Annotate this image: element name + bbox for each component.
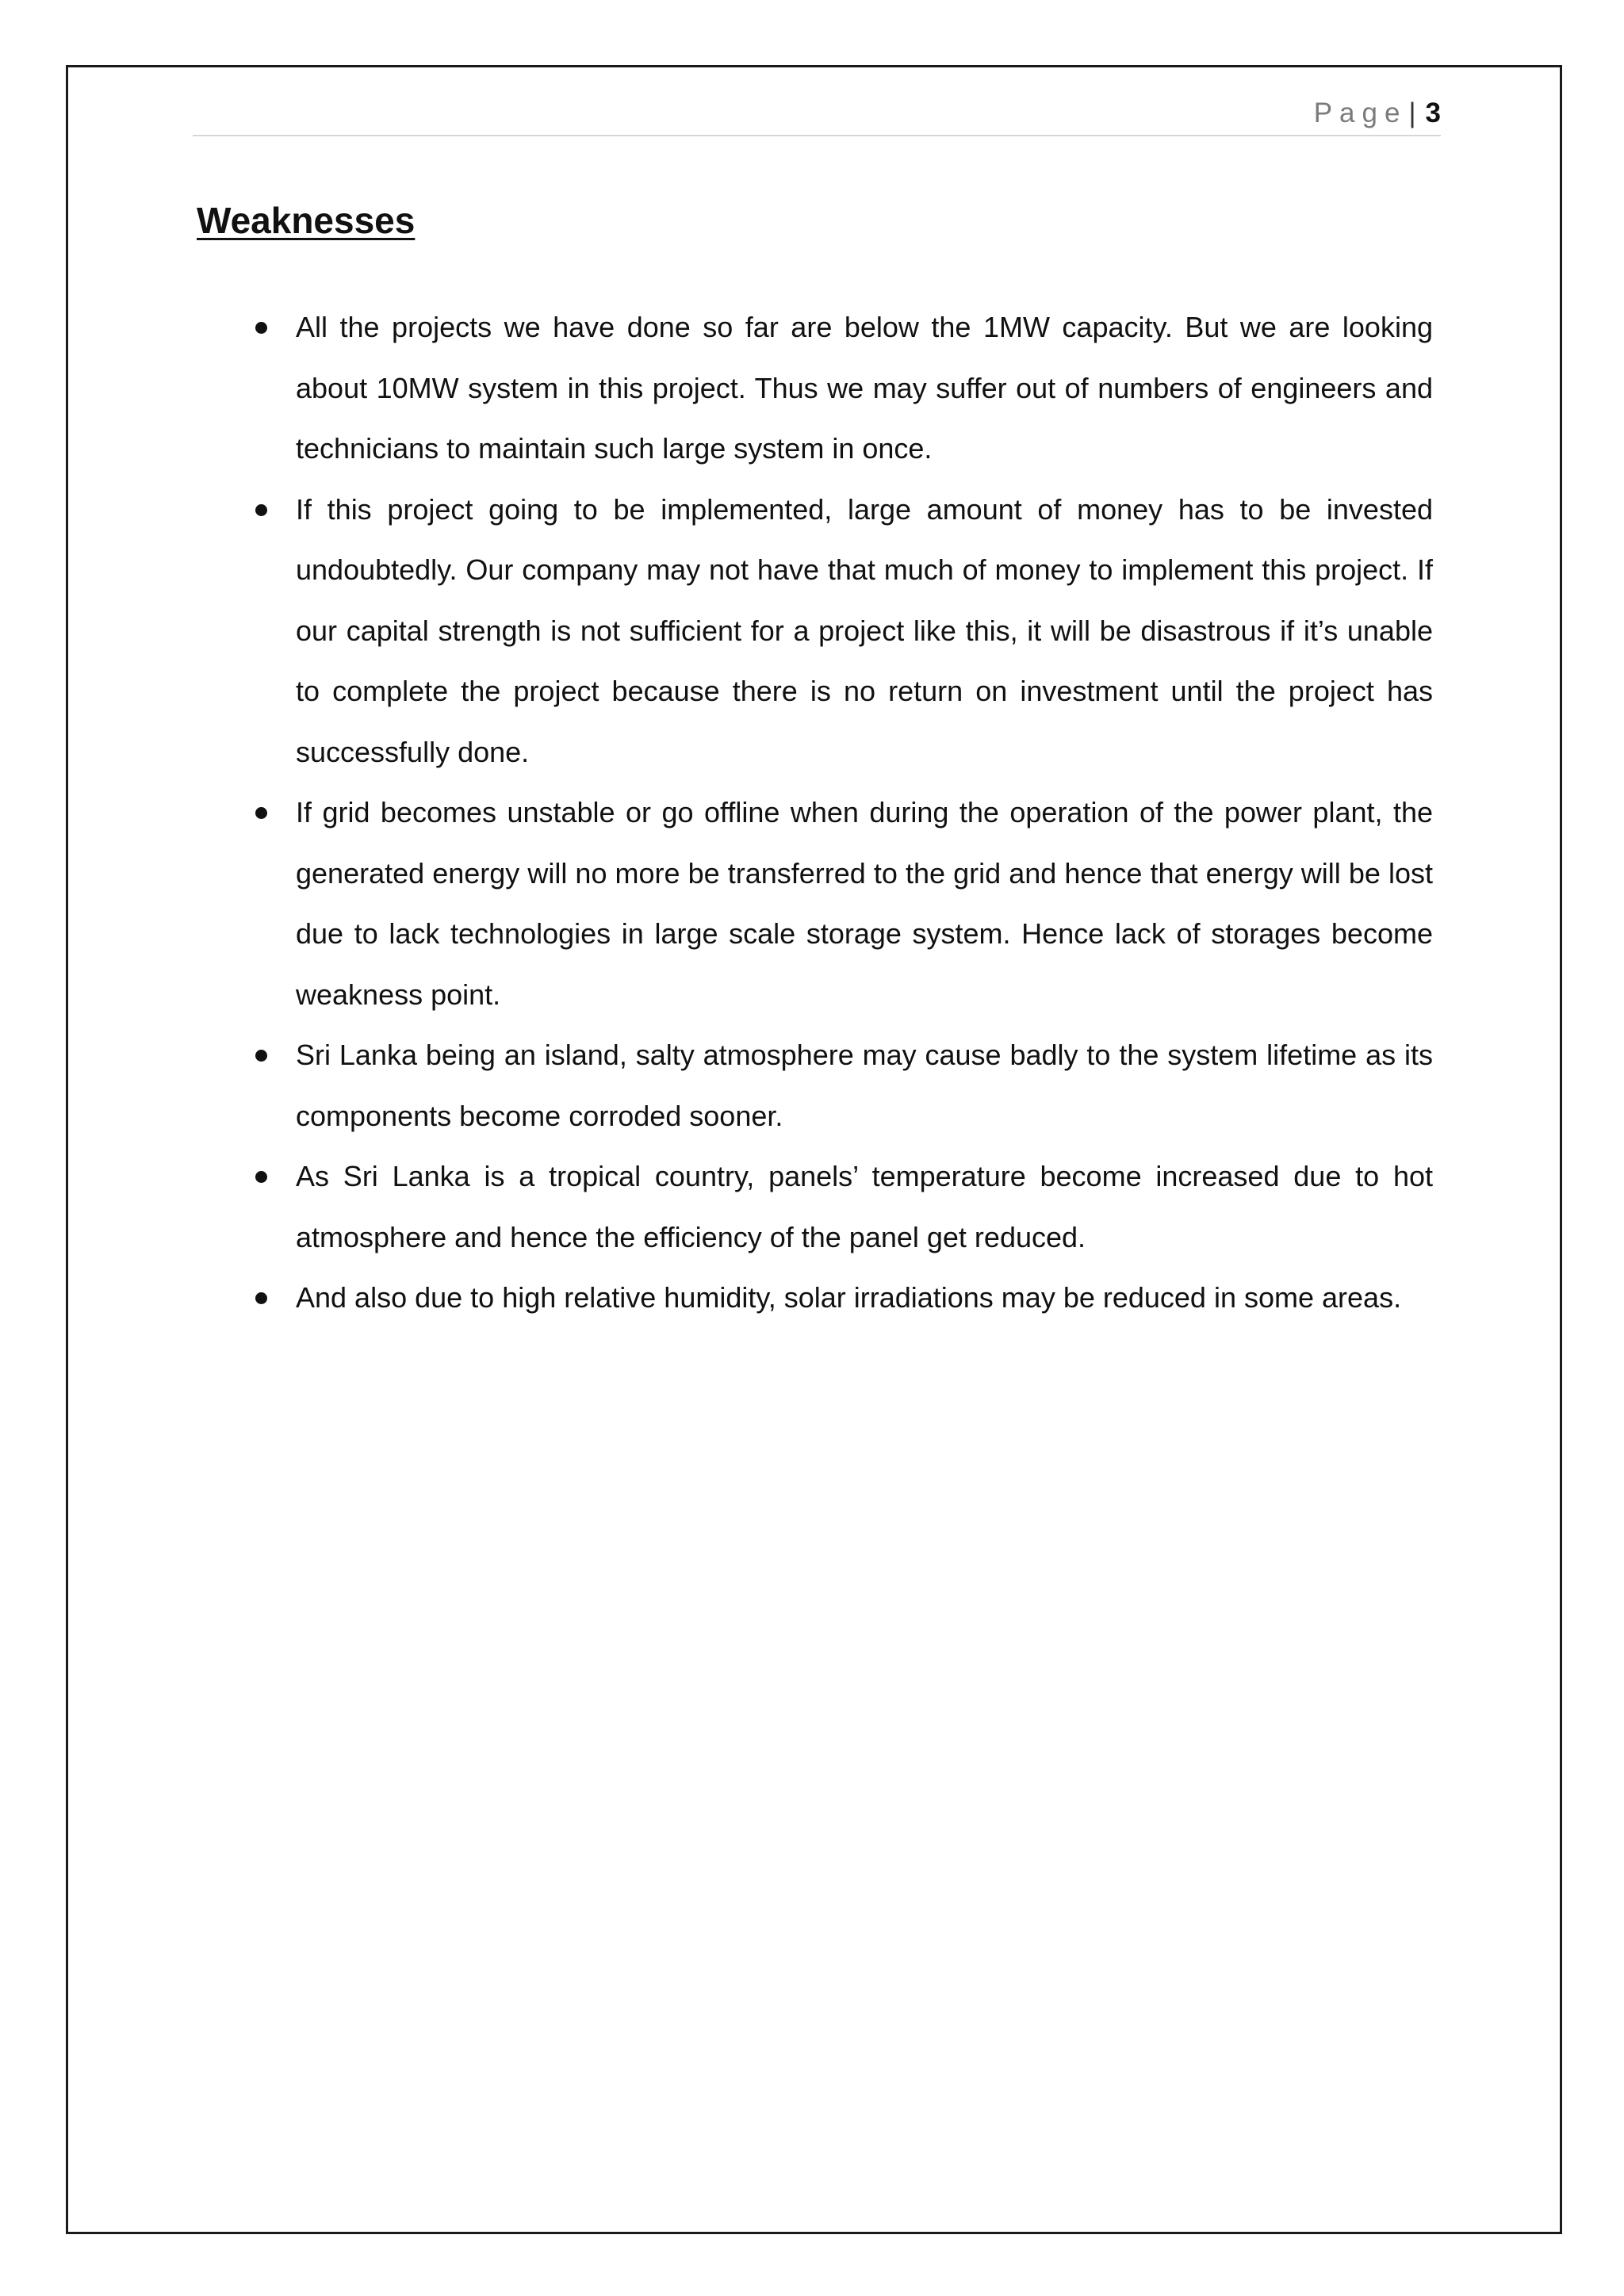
list-item: [296, 1268, 1433, 1329]
list-item-text: Sri Lanka being an island, salty atmosphere may cause badly to the system lifetime as its components become corroded sooner.: [296, 1039, 1433, 1132]
bullet-icon: [255, 1292, 267, 1304]
list-item: [296, 297, 1433, 480]
page-number-label: [1314, 98, 1441, 129]
page-header: [193, 94, 1441, 136]
list-item: [296, 480, 1433, 783]
bullet-icon: [255, 1171, 267, 1183]
weakness-list: [296, 297, 1433, 1329]
section-heading: Weaknesses: [197, 200, 416, 241]
list-item: [296, 1146, 1433, 1268]
list-item-text: If this project going to be implemented, large amount of money has to be invested undoubtedly. Our company may not have that much of money to implement this project. If our capital strength is not sufficient for a project like this, it will be disastrous if it’s unable to complete the project because there is no return on investment until the project has successfully done.: [296, 492, 1433, 768]
page-separator: |: [1408, 98, 1416, 128]
page-word: Page: [1313, 98, 1408, 128]
list-item-text: As Sri Lanka is a tropical country, panels’ temperature become increased due to hot atmosphere and hence the efficiency of the panel get reduced.: [296, 1160, 1433, 1253]
list-item-text: If grid becomes unstable or go offline when during the operation of the power plant, the generated energy will no more be transferred to the grid and hence that energy will be lost due to lack technologies in large scale storage system. Hence lack of storages become weakness point.: [296, 796, 1433, 1011]
bullet-icon: [255, 504, 267, 516]
bullet-icon: [255, 1050, 267, 1062]
bullet-icon: [255, 322, 267, 334]
page-number: 3: [1425, 98, 1441, 128]
bullet-icon: [255, 807, 267, 819]
list-item: [296, 783, 1433, 1025]
list-item: [296, 1025, 1433, 1146]
list-item-text: And also due to high relative humidity, solar irradiations may be reduced in some areas.: [296, 1281, 1402, 1314]
list-item-text: All the projects we have done so far are below the 1MW capacity. But we are looking about 10MW system in this project. Thus we may suffer out of numbers of engineers and technicians to maintain such large system in once.: [296, 311, 1433, 465]
